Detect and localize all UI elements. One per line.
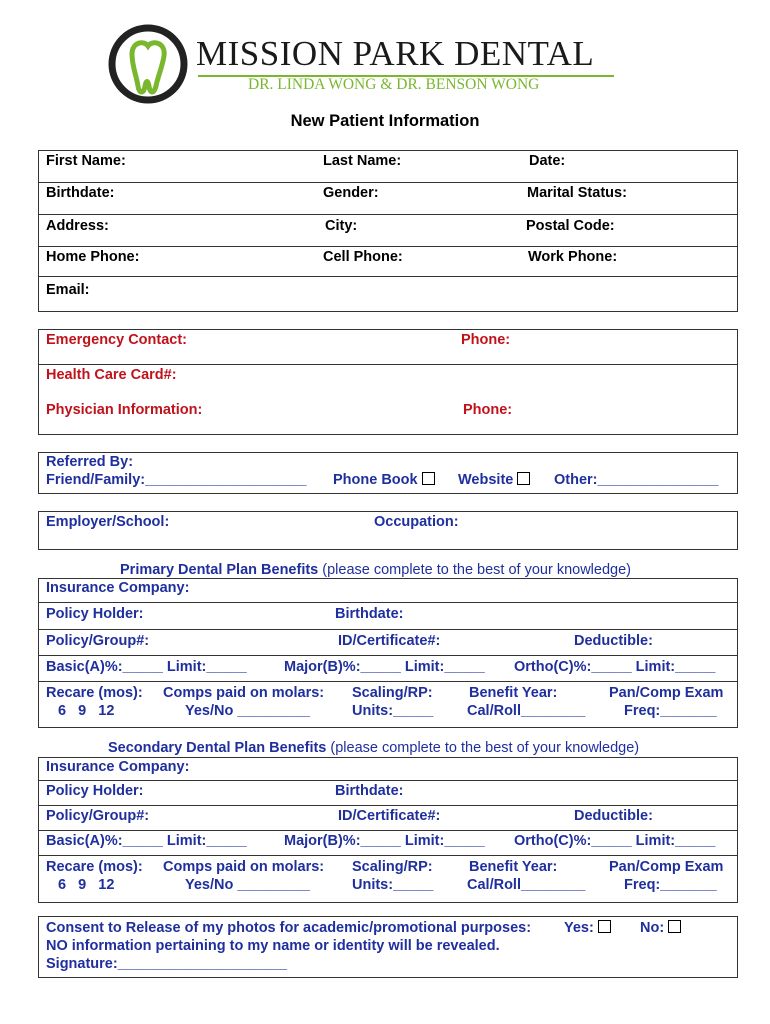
consent-no-label: No:: [640, 920, 665, 936]
website-label: Website: [458, 472, 514, 488]
physician-field[interactable]: Physician Information:: [46, 402, 203, 418]
primary-pan-comp-label: Pan/Comp Exam: [609, 685, 724, 701]
secondary-units-field[interactable]: Units:_____: [352, 877, 434, 893]
first-name-field[interactable]: First Name:: [46, 153, 126, 169]
consent-text: Consent to Release of my photos for academic/promotional purposes:: [46, 920, 532, 936]
last-name-field[interactable]: Last Name:: [323, 153, 402, 169]
friend-family-field[interactable]: Friend/Family:____________________: [46, 472, 307, 488]
secondary-scaling-label: Scaling/RP:: [352, 859, 433, 875]
primary-deductible-field[interactable]: Deductible:: [574, 633, 653, 649]
secondary-plan-note: (please complete to the best of your knowledge): [330, 740, 640, 756]
email-field[interactable]: Email:: [46, 282, 90, 298]
secondary-cal-roll-field[interactable]: Cal/Roll________: [467, 877, 586, 893]
primary-benefit-year-label: Benefit Year:: [469, 685, 558, 701]
city-field[interactable]: City:: [325, 218, 358, 234]
gender-field[interactable]: Gender:: [323, 185, 379, 201]
primary-major-field[interactable]: Major(B)%:_____ Limit:_____: [284, 659, 485, 675]
cell-phone-field[interactable]: Cell Phone:: [323, 249, 403, 265]
consent-no-checkbox[interactable]: [668, 920, 681, 933]
secondary-recare-label: Recare (mos):: [46, 859, 143, 875]
website-checkbox[interactable]: [517, 472, 530, 485]
occupation-field[interactable]: Occupation:: [374, 514, 459, 530]
secondary-deductible-field[interactable]: Deductible:: [574, 808, 653, 824]
secondary-comps-label: Comps paid on molars:: [163, 859, 325, 875]
primary-cal-roll-field[interactable]: Cal/Roll________: [467, 703, 586, 719]
phone-book-checkbox[interactable]: [422, 472, 435, 485]
tooth-logo-icon: [108, 24, 194, 104]
primary-policy-group-field[interactable]: Policy/Group#:: [46, 633, 150, 649]
primary-policy-holder-field[interactable]: Policy Holder:: [46, 606, 144, 622]
health-card-field[interactable]: Health Care Card#:: [46, 367, 177, 383]
primary-freq-field[interactable]: Freq:_______: [624, 703, 717, 719]
patient-info-box: [38, 150, 738, 312]
primary-recare-options[interactable]: 6 9 12: [58, 703, 115, 719]
secondary-ortho-field[interactable]: Ortho(C)%:_____ Limit:_____: [514, 833, 716, 849]
secondary-insurance-company-field[interactable]: Insurance Company:: [46, 759, 190, 775]
consent-yes-option[interactable]: [564, 920, 611, 936]
primary-recare-label: Recare (mos):: [46, 685, 143, 701]
primary-id-certificate-field[interactable]: ID/Certificate#:: [338, 633, 441, 649]
marital-status-field[interactable]: Marital Status:: [527, 185, 627, 201]
primary-plan-title: Primary Dental Plan Benefits: [120, 562, 319, 578]
emergency-contact-field[interactable]: Emergency Contact:: [46, 332, 188, 348]
secondary-birthdate-field[interactable]: Birthdate:: [335, 783, 404, 799]
signature-field[interactable]: Signature:_____________________: [46, 956, 288, 972]
secondary-freq-field[interactable]: Freq:_______: [624, 877, 717, 893]
primary-plan-note: (please complete to the best of your knowledge): [322, 562, 631, 578]
primary-comps-field[interactable]: Yes/No _________: [185, 703, 310, 719]
secondary-major-field[interactable]: Major(B)%:_____ Limit:_____: [284, 833, 485, 849]
consent-no-option[interactable]: [640, 920, 681, 936]
form-title: New Patient Information: [290, 112, 480, 130]
doctors-line: DR. LINDA WONG & DR. BENSON WONG: [248, 76, 540, 93]
phone-book-label: Phone Book: [333, 472, 418, 488]
phone-book-option[interactable]: [333, 472, 435, 488]
consent-yes-label: Yes:: [564, 920, 594, 936]
primary-birthdate-field[interactable]: Birthdate:: [335, 606, 404, 622]
birthdate-field[interactable]: Birthdate:: [46, 185, 115, 201]
primary-insurance-company-field[interactable]: Insurance Company:: [46, 580, 190, 596]
secondary-pan-comp-label: Pan/Comp Exam: [609, 859, 724, 875]
referred-by-label: Referred By:: [46, 454, 134, 470]
address-field[interactable]: Address:: [46, 218, 109, 234]
logo: [108, 24, 628, 104]
emergency-phone-field[interactable]: Phone:: [461, 332, 511, 348]
employer-school-field[interactable]: Employer/School:: [46, 514, 170, 530]
physician-phone-field[interactable]: Phone:: [463, 402, 513, 418]
primary-ortho-field[interactable]: Ortho(C)%:_____ Limit:_____: [514, 659, 716, 675]
secondary-comps-field[interactable]: Yes/No _________: [185, 877, 310, 893]
consent-notice: NO information pertaining to my name or identity will be revealed.: [46, 938, 500, 954]
date-field[interactable]: Date:: [529, 153, 566, 169]
primary-plan-heading: [120, 562, 631, 578]
other-field[interactable]: Other:_______________: [554, 472, 719, 488]
primary-scaling-label: Scaling/RP:: [352, 685, 433, 701]
secondary-plan-title: Secondary Dental Plan Benefits: [108, 740, 327, 756]
secondary-benefit-year-label: Benefit Year:: [469, 859, 558, 875]
home-phone-field[interactable]: Home Phone:: [46, 249, 140, 265]
secondary-id-certificate-field[interactable]: ID/Certificate#:: [338, 808, 441, 824]
secondary-recare-options[interactable]: 6 9 12: [58, 877, 115, 893]
secondary-policy-holder-field[interactable]: Policy Holder:: [46, 783, 144, 799]
secondary-policy-group-field[interactable]: Policy/Group#:: [46, 808, 150, 824]
primary-units-field[interactable]: Units:_____: [352, 703, 434, 719]
postal-code-field[interactable]: Postal Code:: [526, 218, 615, 234]
primary-comps-label: Comps paid on molars:: [163, 685, 325, 701]
practice-name: MISSION PARK DENTAL: [196, 34, 595, 73]
primary-basic-field[interactable]: Basic(A)%:_____ Limit:_____: [46, 659, 247, 675]
work-phone-field[interactable]: Work Phone:: [528, 249, 618, 265]
website-option[interactable]: [458, 472, 530, 488]
consent-yes-checkbox[interactable]: [598, 920, 611, 933]
secondary-basic-field[interactable]: Basic(A)%:_____ Limit:_____: [46, 833, 247, 849]
secondary-plan-heading: [108, 740, 639, 756]
